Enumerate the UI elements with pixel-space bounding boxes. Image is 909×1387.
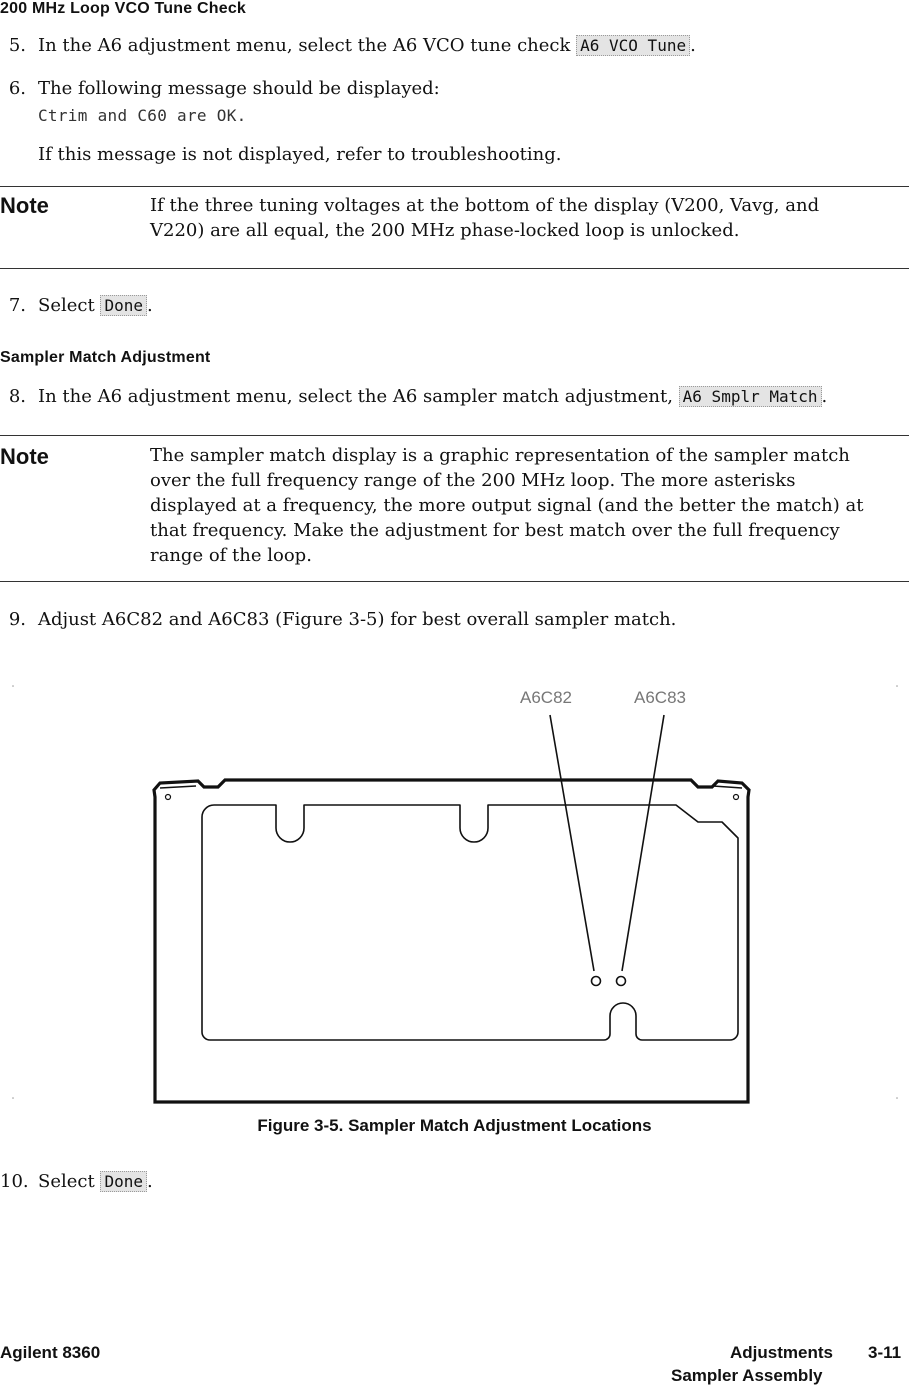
step-text [38, 33, 696, 59]
footer-product: Agilent 8360 [0, 1343, 101, 1362]
leader-line-a6c82 [550, 715, 594, 971]
footer-section: Sampler Assembly [671, 1366, 823, 1385]
note-line: V220) are all equal, the 200 MHz phase-locked loop is unlocked. [150, 220, 740, 241]
board-outline [154, 780, 749, 1102]
note-body [150, 193, 909, 243]
note-bottom-rule [0, 581, 909, 582]
registration-mark [896, 1097, 898, 1099]
label-a6c82: A6C82 [520, 688, 572, 707]
step-text-end: . [690, 35, 696, 56]
footer-page-number: 3-11 [868, 1343, 902, 1362]
step-text-body: Select [38, 295, 95, 316]
softkey-done[interactable]: Done [100, 295, 147, 316]
step-number: 9. [8, 609, 26, 630]
note-line: range of the loop. [150, 545, 312, 566]
registration-mark [12, 1097, 14, 1099]
step-text: The following message should be displayed: [38, 78, 440, 99]
step-text-end: . [821, 386, 828, 407]
section-title-vco-tune-check: 200 MHz Loop VCO Tune Check [0, 0, 247, 17]
step-number: 5. [8, 35, 26, 56]
step-text-body: Select [38, 1171, 95, 1192]
step-text [38, 1169, 153, 1195]
step-10 [0, 1169, 909, 1195]
step-9 [0, 607, 909, 633]
leader-line-a6c83 [622, 715, 664, 971]
step-5 [0, 33, 909, 59]
step-number: 6. [8, 78, 26, 99]
mounting-hole [734, 795, 739, 800]
mounting-hole [166, 795, 171, 800]
note-line: displayed at a frequency, the more output signal (and the better the match) at [150, 495, 864, 516]
softkey-done[interactable]: Done [100, 1171, 147, 1192]
note-top-rule [0, 186, 909, 187]
display-message: Ctrim and C60 are OK. [38, 106, 247, 125]
note-label: Note [0, 193, 49, 218]
step-text [38, 384, 827, 410]
step-7 [0, 293, 909, 319]
softkey-a6-smplr-match[interactable]: A6 Smplr Match [679, 386, 822, 407]
step-text-body: In the A6 adjustment menu, select the A6 VCO tune check [38, 35, 571, 56]
step-number: 8. [8, 386, 26, 407]
softkey-a6-vco-tune[interactable]: A6 VCO Tune [576, 35, 690, 56]
label-a6c83: A6C83 [634, 688, 686, 707]
step-6 [0, 76, 909, 102]
note-line: The sampler match display is a graphic representation of the sampler match [150, 445, 850, 466]
step-text-end: . [146, 295, 153, 316]
step-text [38, 293, 153, 319]
section-title-sampler-match: Sampler Match Adjustment [0, 349, 211, 366]
capacitor-a6c83[interactable] [617, 977, 626, 986]
figure-caption: Figure 3-5. Sampler Match Adjustment Locations [257, 1116, 652, 1135]
note-top-rule [0, 435, 909, 436]
capacitor-a6c82[interactable] [592, 977, 601, 986]
step-number: 10. [0, 1171, 29, 1192]
step-text-body: In the A6 adjustment menu, select the A6 sampler match adjustment, [38, 386, 673, 407]
registration-mark [12, 685, 14, 687]
step-number: 7. [8, 295, 26, 316]
note-line: If the three tuning voltages at the bottom of the display (V200, Vavg, and [150, 195, 820, 216]
note-line: over the full frequency range of the 200 MHz loop. The more asterisks [150, 470, 796, 491]
registration-mark [896, 685, 898, 687]
step-text-end: . [146, 1171, 153, 1192]
note-bottom-rule [0, 268, 909, 269]
mounting-tab [160, 786, 196, 788]
mounting-tab [713, 786, 742, 788]
step-text: Adjust A6C82 and A6C83 (Figure 3-5) for best overall sampler match. [38, 609, 677, 630]
board-cavity [202, 805, 738, 1040]
note-line: that frequency. Make the adjustment for best match over the full frequency [150, 520, 840, 541]
sampler-assembly-figure [0, 670, 909, 1110]
footer-chapter: Adjustments [730, 1343, 833, 1362]
step-6-followup: If this message is not displayed, refer to troubleshooting. [38, 144, 562, 165]
step-8 [0, 384, 909, 410]
note-label: Note [0, 444, 49, 469]
note-body [150, 443, 909, 568]
